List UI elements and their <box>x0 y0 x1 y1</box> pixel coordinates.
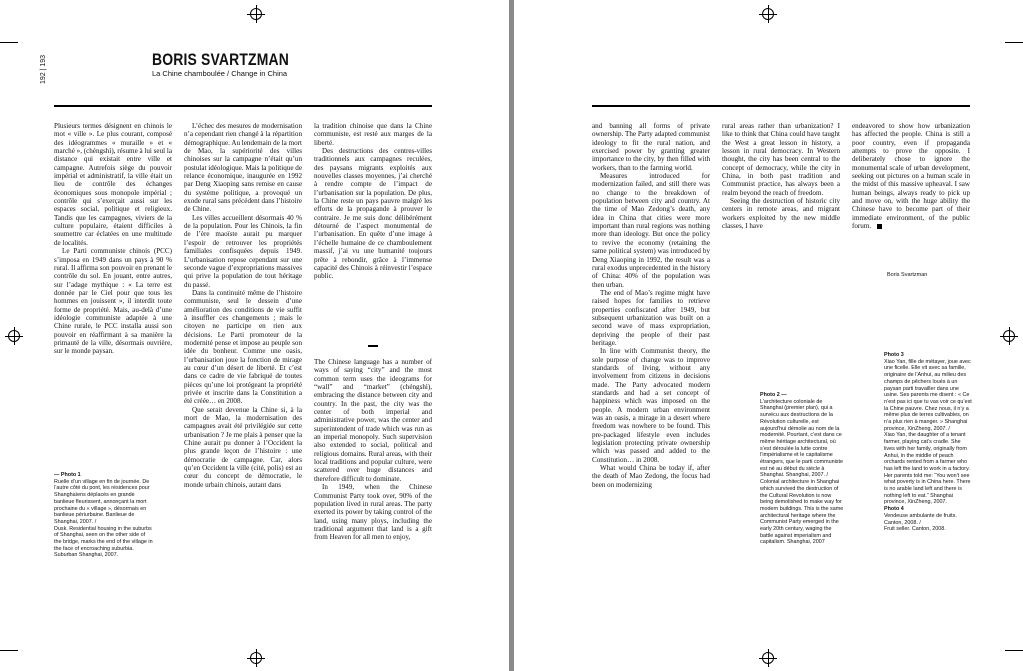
crop-mark <box>0 650 18 651</box>
caption-text-fr: Xiao Yan, fille de métayer, joue avec une ficelle. Elle vit avec sa famille, originaire de l’Anhui, au milieu des champs de pêchers loués à un paysan parti travailler dans une usine. Ses parents me disent : « Ce n’est pas ici que tu vas voir ce qu’est la Chine pauvre. Chez nous, il n’y a même plus de terres cultivables, on n’a plus rien à manger. » Shanghai province, XinZheng, 2007. / <box>884 358 972 432</box>
article-subtitle: La Chine chamboulée / Change in China <box>152 69 288 78</box>
caption-title: Photo 3 <box>884 352 904 358</box>
french-text-column-3 <box>314 122 432 281</box>
caption-text-en: Dusk. Residential housing in the suburbs of Shanghai, seen on the other side of the bridge, marks the end of the village in the face of encroaching suburbia. Suburban Shanghai, 2007. <box>54 525 153 559</box>
english-text-column-2 <box>592 122 710 489</box>
registration-mark-icon <box>250 652 262 664</box>
english-text-column-4 <box>852 122 970 230</box>
registration-mark-icon <box>1003 330 1015 342</box>
french-text-column-1 <box>54 122 172 356</box>
author-name: BORIS SVARTZMAN <box>152 50 289 69</box>
english-text-column-1 <box>314 358 432 542</box>
paragraph: The Chinese language has a number of ways of saying “city” and the most common term uses the ideograms for “wall” and “market” (chéngshì), embracing the distance between city and country. In the past, the city was the center of both imperial and administrative power, was the center and superintendent of trade which was run as an imperial monopoly. Such supervision also extended to social, political and religious domains. Rural areas, with their local traditions and popular culture, were scattered over huge distances and therefore difficult to dominate. <box>314 358 432 483</box>
registration-mark-icon <box>762 652 774 664</box>
author-signature: Boris Svartzman <box>887 272 928 278</box>
crop-mark <box>0 42 18 43</box>
paragraph: rural areas rather than urbanization? I like to think that China could have taught the West a great lesson in history, a lesson in rural democracy. In Western thought, the city has been central to the concept of democracy, while the city in China, in both past tradition and Communist practice, has always been a realm beyond the reach of freedom. <box>722 122 840 197</box>
paragraph <box>852 122 970 230</box>
paragraph: and banning all forms of private ownership. The Party adapted communist ideology to fit the rural nation, and exercised power by granting greater importance to the city, by then filled with workers, than to the farming world. <box>592 122 710 172</box>
caption-text-fr: Ruelle d’un village en fin de journée. De l’autre côté du pont, les résidences pour Shanghaïens déplacés en grande banlieue fleurissent, annonçant la mort prochaine du « village », désormais en banlieue périurbaine. Banlieue de Shanghai, 2007. / <box>54 478 150 525</box>
caption-text-en: Fruit seller. Canton, 2008. <box>884 526 946 533</box>
registration-mark-icon <box>8 330 20 342</box>
registration-mark-icon <box>762 8 774 20</box>
left-page <box>0 0 509 671</box>
end-of-article-mark <box>877 224 882 229</box>
caption-text-en: Colonial architecture in Shanghai which survived the destruction of the Cultural Revolution is now being demolished to make way for modern buildings. This is the same architectural heritage where the Communist Party emerged in the early 20th century, waging the battle against imperialism and capitalism. Shanghai, 2007 <box>760 479 844 546</box>
crop-mark <box>1005 42 1023 43</box>
paragraph-text: endeavored to show how urbanization has affected the people. China is still a poor country, even if propaganda attempts to prove the opposite. I deliberately chose to ignore the monumental scale of urban development, seeking out pictures on a human scale in the midst of this massive upheaval. I saw human beings, always ready to pick up and move on, with the huge ability the Chinese have to become part of their immediate environment, of the public forum. <box>852 122 970 231</box>
header-rule <box>54 105 432 107</box>
english-text-column-3 <box>722 122 840 230</box>
paragraph: In 1949, when the Chinese Communist Party took over, 90% of the population lived in rural areas. The party exerted its power by taking control of the land, using many ploys, including the traditional argument that land is a gift from Heaven for all men to enjoy, <box>314 483 432 542</box>
photo-2-caption <box>760 392 844 546</box>
caption-title: Photo 2 — <box>760 392 787 398</box>
paragraph: Que serait devenue la Chine si, à la mort de Mao, la modernisation des campagnes avait été privilégiée sur cette urbanisation ? Je me plais à penser que la Chine aurait pu donner à l’Occident la plus grande leçon de l’histoire : une démocratie de campagne. Car, alors qu’en Occident la ville (cité, polis) est au cœur du concept de démocratie, le monde urbain chinois, autant dans <box>184 405 302 489</box>
photo-1-caption <box>54 472 154 559</box>
paragraph: Measures introduced for modernization failed, and still there was no change to the breakdown of population between city and country. At the time of Mao Zedong’s death, any idea in China that cities were more important than rural regions was nothing more than ideology. But once the policy to revive the economy (retaining the same political system) was introduced by Deng Xiaoping in 1992, the result was a rural exodus unprecedented in the history of China: 40% of the population was then urban. <box>592 172 710 289</box>
language-separator <box>368 345 378 347</box>
page-folio: 192 | 193 <box>40 54 47 84</box>
paragraph: The end of Mao’s regime might have raised hopes for families to retrieve properties confiscated after 1949, but subsequent urbanization was built on a second wave of mass expropriation, depriving the people of their past heritage. <box>592 288 710 347</box>
paragraph: Plusieurs termes désignent en chinois le mot « ville ». Le plus courant, composé des idéogrammes « muraille » et « marché », (chéngshì), résume à lui seul la distance qui existait entre ville et campagne. Autrefois siège du pouvoir impérial et administratif, la ville était un lieu de contrôle des échanges économiques sous monopole impérial ; contrôle qui s’exerçait aussi sur les espaces social, politique et religieux. Tandis que les campagnes, viviers de la culture populaire, étaient difficiles à soumettre car éclatées en une multitude de localités. <box>54 122 172 247</box>
crop-mark <box>1005 650 1023 651</box>
caption-text-fr: L’architecture coloniale de Shanghai (premier plan), qui a survécu aux destructions de la Révolution culturelle, est aujourd’hui démolie au nom de la modernité. Pourtant, c’est dans ce même héritage architectural, où s’est déroulée la lutte contre l’impérialisme et le capitalisme étrangers, que le parti communiste est né au début du siècle à Shanghai. Shanghai, 2007. / <box>760 398 843 479</box>
paragraph: Seeing the destruction of historic city centers in remote areas, and migrant workers exploited by the new middle classes, I have <box>722 197 840 231</box>
paragraph: Dans la continuité même de l’histoire communiste, seul le dessein d’une amélioration des conditions de vie suffit à insuffler ces changements ; mais le citoyen ne participe en rien aux décisions. Le Parti promoteur de la modernité pense et impose au peuple son idée du bonheur. Comme une oasis, l’urbanisation joue la fonction de mirage au cœur d’un désert de liberté. Et c’est dans ce cadre de vie fabriqué de toutes pièces qu’une loi protégeant la propriété privée et inscrite dans la Constitution a été créée… en 2008. <box>184 288 302 406</box>
french-text-column-2 <box>184 122 302 489</box>
caption-title: Photo 4 <box>884 506 904 513</box>
paragraph: L’échec des mesures de modernisation n’a cependant rien changé à la répartition démographique. Au lendemain de la mort de Mao, la supériorité des villes chinoises sur la campagne n’était qu’un postulat idéologique. Mais la politique de relance économique, inaugurée en 1992 par Deng Xiaoping sans remise en cause du système politique, a provoqué un exode rural sans précédent dans l’histoire de Chine. <box>184 122 302 214</box>
registration-mark-icon <box>250 8 262 20</box>
paragraph: la tradition chinoise que dans la Chine communiste, est resté aux marges de la liberté. <box>314 122 432 147</box>
paragraph: Le Parti communiste chinois (PCC) s’imposa en 1949 dans un pays à 90 % rural. Il affirma son pouvoir en prenant le contrôle du sol. En jouant, entre autres, sur l’adage mythique : « La terre est donnée par le Ciel pour que tous les hommes en jouissent », il interdit toute forme de propriété. Mais, au-delà d’une idéologie communiste adaptée à une Chine rurale, le PCC installa aussi son pouvoir en réaffirmant à sa manière la primauté de la ville, désormais ouvrière, sur le monde paysan. <box>54 247 172 356</box>
paragraph: Des destructions des centres-villes traditionnels aux campagnes reculées, des paysans migrants exploités aux nouvelles classes moyennes, j’ai cherché à rendre compte de l’impact de l’urbanisation sur la population. De plus, la Chine reste un pays pauvre malgré les efforts de la propagande à prouver le contraire. Je me suis donc délibérément détourné de l’aspect monumental de l’urbanisation. En quête d’une image à l’échelle humaine de ce chamboulement massif, j’ai vu une humanité toujours prête à rebondir, grâce à l’immense capacité des Chinois à réinvestir l’espace public. <box>314 147 432 281</box>
caption-text-en: Xiao Yan, the daughter of a tenant farmer, playing cat’s cradle. She lives with her family, originally from Anhui, in the middle of peach orchards rented from a farmer who has left the land to work in a factory. Her parents told me: “You won’t see what poverty is in China here. There is no arable land left and there is nothing left to eat.” Shanghai province, XinZheng, 2007. <box>884 432 971 506</box>
caption-text-fr: Vendeuse ambulante de fruits. Canton, 2008. / <box>884 512 957 526</box>
paragraph: Les villes accueillent désormais 40 % de la population. Pour les Chinois, la fin de l’ère maoïste aurait pu marquer l’espoir de retrouver les propriétés familiales confisquées depuis 1949. L’urbanisation repose cependant sur une seconde vague d’expropriations massives qui prive la population de tout héritage du passé. <box>184 213 302 289</box>
photo-3-caption <box>884 352 972 533</box>
right-page <box>514 0 1023 671</box>
paragraph: What would China be today if, after the death of Mao Zedong, the focus had been on modernizing <box>592 464 710 489</box>
paragraph: In line with Communist theory, the sole purpose of change was to improve standards of living, without any involvement from citizens in decisions made. The Party advocated modern standards and had a set concept of happiness which was imposed on the people. A modern urban environment was an oasis, a mirage in a desert where freedom was nowhere to be found. This pre-packaged lifestyle even includes legislation protecting private ownership which was passed and added to the Constitution… in 2008. <box>592 347 710 464</box>
caption-title: — Photo 1 <box>54 472 81 478</box>
header-rule <box>592 105 970 107</box>
